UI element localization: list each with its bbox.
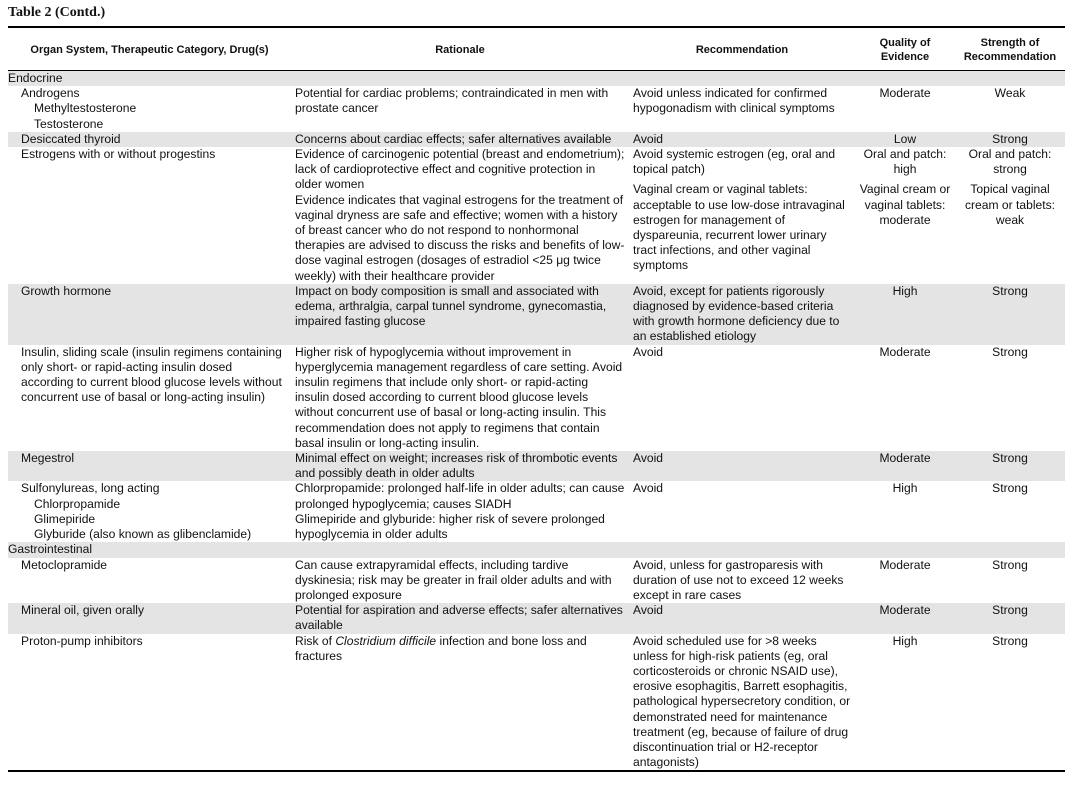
recommendation-cell bbox=[629, 147, 855, 284]
table-row bbox=[8, 558, 1065, 604]
drug-cell: Metoclopramide bbox=[21, 557, 108, 572]
strength-part: Oral and patch: strong bbox=[968, 147, 1052, 177]
strength-cell: Strong bbox=[992, 557, 1028, 572]
strength-cell: Strong bbox=[955, 132, 1065, 147]
rationale-cell: Concerns about cardiac effects; safer alternatives available bbox=[291, 132, 629, 147]
drug-subitem: Methyltestosterone bbox=[34, 101, 137, 116]
recommendation-cell: Avoid bbox=[633, 481, 664, 496]
quality-cell: Moderate bbox=[879, 557, 931, 572]
rationale-cell: Higher risk of hypoglycemia without improvement in hyperglycemia management regardless of care setting. Avoid insulin regimens that include only short- or rapid-acting insulin dosed according to current blood glucose levels without concurrent use of basal or long-acting insulin. This recommendation does not apply to regimens that contain basal insulin or long-acting insulin. bbox=[295, 344, 623, 450]
rationale-part: Chlorpropamide: prolonged half-life in older adults; can cause prolonged hypoglycemia; causes SIADH bbox=[295, 481, 625, 511]
rationale-part: Evidence indicates that vaginal estrogens for the treatment of vaginal dryness are safe and effective; women with a history of breast cancer who do not respond to nonhormonal therapies are advised to discuss the risks and benefits of low-dose vaginal estrogen (dosages of estradiol <25 μg twice weekly) with their healthcare provider bbox=[295, 192, 625, 283]
quality-cell: High bbox=[855, 634, 955, 772]
header-quality: Quality of Evidence bbox=[855, 30, 955, 71]
table-row bbox=[8, 634, 1065, 772]
drug-cell: Mineral oil, given orally bbox=[8, 603, 291, 633]
strength-cell: Strong bbox=[955, 603, 1065, 633]
header-strength: Strength of Recommendation bbox=[955, 30, 1065, 71]
quality-cell: Moderate bbox=[855, 603, 955, 633]
recommendation-cell: Avoid bbox=[629, 132, 855, 147]
quality-cell: Moderate bbox=[879, 344, 931, 359]
rationale-cell: Impact on body composition is small and associated with edema, arthralgia, carpal tunnel syndrome, gynecomastia, impaired fasting glucose bbox=[291, 284, 629, 345]
table-row bbox=[8, 86, 1065, 132]
section-label-endocrine: Endocrine bbox=[8, 71, 1065, 87]
recommendation-cell: Avoid scheduled use for >8 weeks unless for high-risk patients (eg, oral corticosteroids or chronic NSAID use), erosive esophagitis, Barrett esophagitis, pathological hypersecretory condition, or demonstrated need for maintenance treatment (eg, because of failure of drug discontinuation trial or H2-receptor antagonists) bbox=[629, 634, 855, 772]
rationale-cell bbox=[291, 147, 629, 284]
strength-cell: Strong bbox=[955, 451, 1065, 481]
section-label-gastrointestinal: Gastrointestinal bbox=[8, 542, 1065, 557]
drug-cell: Proton-pump inhibitors bbox=[8, 634, 291, 772]
recommendation-cell: Avoid bbox=[629, 451, 855, 481]
drug-name: Sulfonylureas, long acting bbox=[21, 481, 160, 496]
drug-subitem: Testosterone bbox=[34, 116, 104, 131]
strength-part: Topical vaginal cream or tablets: weak bbox=[964, 182, 1056, 227]
drug-cell: Megestrol bbox=[8, 451, 291, 481]
strength-cell bbox=[955, 147, 1065, 284]
recommendation-cell: Avoid unless indicated for confirmed hypogonadism with clinical symptoms bbox=[633, 86, 835, 116]
strength-cell: Strong bbox=[955, 634, 1065, 772]
drug-name: Androgens bbox=[21, 86, 80, 101]
table-row bbox=[8, 147, 1065, 284]
recommendation-part: Vaginal cream or vaginal tablets: acceptable to use low-dose intravaginal estrogen for management of dyspareunia, recurrent lower urinary tract infections, and other vaginal symptoms bbox=[633, 182, 845, 273]
drug-cell: Insulin, sliding scale (insulin regimens containing only short- or rapid-acting insulin dosed according to current blood glucose levels without concurrent use of basal or long-acting insulin) bbox=[21, 344, 282, 405]
drug-subitem: Chlorpropamide bbox=[34, 496, 121, 511]
rationale-part: Evidence of carcinogenic potential (breast and endometrium); lack of cardioprotective effect and cognitive protection in older women bbox=[295, 147, 625, 192]
section-row bbox=[8, 542, 1065, 557]
drug-cell: Desiccated thyroid bbox=[8, 132, 291, 147]
quality-cell bbox=[855, 147, 955, 284]
rationale-suffix: infection and bone loss and fractures bbox=[295, 633, 587, 663]
table-caption: Table 2 (Contd.) bbox=[8, 5, 106, 20]
rationale-cell: Potential for aspiration and adverse effects; safer alternatives available bbox=[291, 603, 629, 633]
strength-cell: Weak bbox=[994, 86, 1026, 101]
drug-cell bbox=[8, 86, 291, 132]
quality-cell: High bbox=[892, 481, 918, 496]
rationale-prefix: Risk of bbox=[295, 633, 336, 648]
rationale-cell: Can cause extrapyramidal effects, including tardive dyskinesia; risk may be greater in frail older adults and with prolonged exposure bbox=[295, 557, 612, 602]
drug-subitem: Glyburide (also known as glibenclamide) bbox=[34, 527, 252, 542]
rationale-cell: Potential for cardiac problems; contraindicated in men with prostate cancer bbox=[295, 86, 609, 116]
quality-part: Vaginal cream or vaginal tablets: moderate bbox=[859, 182, 951, 227]
recommendation-cell: Avoid bbox=[633, 344, 664, 359]
rationale-cell bbox=[291, 634, 629, 772]
recommendation-part: Avoid systemic estrogen (eg, oral and topical patch) bbox=[633, 147, 836, 177]
quality-cell: Moderate bbox=[855, 451, 955, 481]
drug-cell: Estrogens with or without progestins bbox=[21, 147, 216, 162]
header-recommendation: Recommendation bbox=[629, 30, 855, 71]
table-row bbox=[8, 345, 1065, 451]
drug-cell: Growth hormone bbox=[8, 284, 291, 345]
table-row bbox=[8, 451, 1065, 481]
quality-cell: Moderate bbox=[879, 86, 931, 101]
top-rule bbox=[8, 26, 1065, 28]
beers-criteria-table bbox=[8, 30, 1065, 772]
recommendation-cell: Avoid bbox=[629, 603, 855, 633]
rationale-part: Glimepiride and glyburide: higher risk of severe prolonged hypoglycemia in older adults bbox=[295, 511, 605, 542]
header-drug: Organ System, Therapeutic Category, Drug(s) bbox=[8, 30, 291, 71]
table-row bbox=[8, 284, 1065, 345]
drug-subitem: Glimepiride bbox=[34, 511, 96, 526]
section-row bbox=[8, 71, 1065, 87]
rationale-cell: Minimal effect on weight; increases risk of thrombotic events and possibly death in older adults bbox=[291, 451, 629, 481]
strength-cell: Strong bbox=[992, 344, 1028, 359]
strength-cell: Strong bbox=[955, 284, 1065, 345]
quality-part: Oral and patch: high bbox=[863, 147, 947, 177]
quality-cell: Low bbox=[855, 132, 955, 147]
header-rationale: Rationale bbox=[291, 30, 629, 71]
rationale-organism: Clostridium difficile bbox=[335, 633, 437, 648]
header-row bbox=[8, 30, 1065, 71]
table-row bbox=[8, 481, 1065, 542]
recommendation-cell: Avoid, except for patients rigorously diagnosed by evidence-based criteria with growth hormone deficiency due to an established etiology bbox=[629, 284, 855, 345]
drug-cell bbox=[8, 481, 291, 542]
table-row bbox=[8, 132, 1065, 147]
table-row bbox=[8, 603, 1065, 633]
recommendation-cell: Avoid, unless for gastroparesis with duration of use not to exceed 12 weeks except in rare cases bbox=[633, 557, 844, 602]
rationale-cell bbox=[291, 481, 629, 542]
quality-cell: High bbox=[855, 284, 955, 345]
strength-cell: Strong bbox=[992, 481, 1028, 496]
